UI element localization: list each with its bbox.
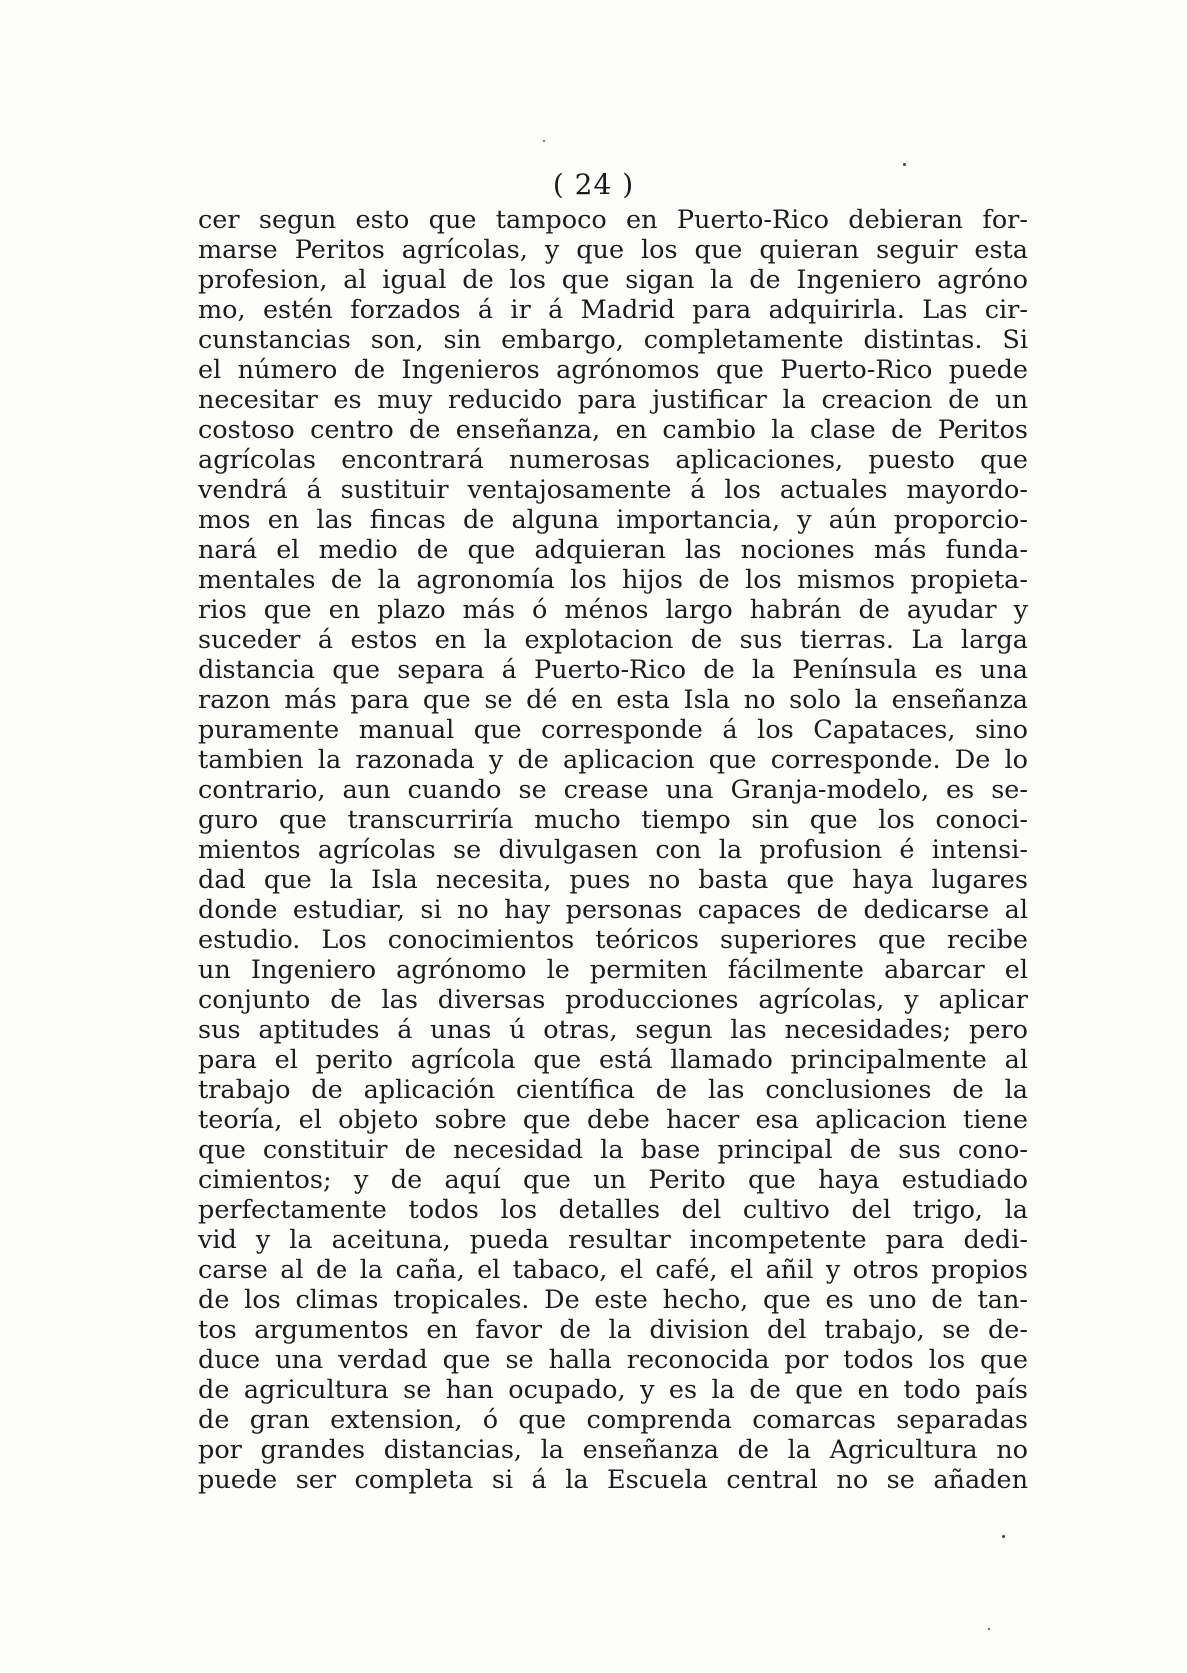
text-line: de gran extension, ó que comprenda comarcas separadas <box>198 1405 1028 1435</box>
text-line: que constituir de necesidad la base principal de sus cono- <box>198 1135 1028 1165</box>
text-line: dad que la Isla necesita, pues no basta que haya lugares <box>198 865 1028 895</box>
text-line: tos argumentos en favor de la division del trabajo, se de- <box>198 1315 1028 1345</box>
text-line: profesion, al igual de los que sigan la de Ingeniero agróno <box>198 265 1028 295</box>
text-line: cimientos; y de aquí que un Perito que haya estudiado <box>198 1165 1028 1195</box>
text-line: teoría, el objeto sobre que debe hacer esa aplicacion tiene <box>198 1105 1028 1135</box>
text-line: tambien la razonada y de aplicacion que corresponde. De lo <box>198 745 1028 775</box>
text-line: marse Peritos agrícolas, y que los que quieran seguir esta <box>198 235 1028 265</box>
text-line: necesitar es muy reducido para justificar la creacion de un <box>198 385 1028 415</box>
body-text <box>198 205 1028 1495</box>
text-line: donde estudiar, si no hay personas capaces de dedicarse al <box>198 895 1028 925</box>
text-line: mo, estén forzados á ir á Madrid para adquirirla. Las cir- <box>198 295 1028 325</box>
text-line: cunstancias son, sin embargo, completamente distintas. Si <box>198 325 1028 355</box>
text-line: de los climas tropicales. De este hecho, que es uno de tan- <box>198 1285 1028 1315</box>
text-line: mentales de la agronomía los hijos de los mismos propieta- <box>198 565 1028 595</box>
text-line: carse al de la caña, el tabaco, el café, el añil y otros propios <box>198 1255 1028 1285</box>
text-line: nará el medio de que adquieran las nociones más funda- <box>198 535 1028 565</box>
text-line: distancia que separa á Puerto-Rico de la Península es una <box>198 655 1028 685</box>
text-line: razon más para que se dé en esta Isla no solo la enseñanza <box>198 685 1028 715</box>
text-line: por grandes distancias, la enseñanza de la Agricultura no <box>198 1435 1028 1465</box>
text-line: puramente manual que corresponde á los Capataces, sino <box>198 715 1028 745</box>
paper-speck <box>1002 1535 1005 1538</box>
text-line: trabajo de aplicación científica de las conclusiones de la <box>198 1075 1028 1105</box>
paper-speck <box>903 163 906 166</box>
text-line: cer segun esto que tampoco en Puerto-Rico debieran for- <box>198 205 1028 235</box>
text-line: un Ingeniero agrónomo le permiten fácilmente abarcar el <box>198 955 1028 985</box>
text-line: para el perito agrícola que está llamado principalmente al <box>198 1045 1028 1075</box>
text-line: el número de Ingenieros agrónomos que Puerto-Rico puede <box>198 355 1028 385</box>
text-line: agrícolas encontrará numerosas aplicaciones, puesto que <box>198 445 1028 475</box>
text-line: mientos agrícolas se divulgasen con la profusion é intensi- <box>198 835 1028 865</box>
text-line: vendrá á sustituir ventajosamente á los actuales mayordo- <box>198 475 1028 505</box>
text-line: mos en las fincas de alguna importancia, y aún proporcio- <box>198 505 1028 535</box>
text-line: puede ser completa si á la Escuela central no se añaden <box>198 1465 1028 1495</box>
text-line: sus aptitudes á unas ú otras, segun las necesidades; pero <box>198 1015 1028 1045</box>
paper-speck <box>543 140 545 142</box>
text-line: perfectamente todos los detalles del cultivo del trigo, la <box>198 1195 1028 1225</box>
text-line: costoso centro de enseñanza, en cambio la clase de Peritos <box>198 415 1028 445</box>
text-line: vid y la aceituna, pueda resultar incompetente para dedi- <box>198 1225 1028 1255</box>
text-line: duce una verdad que se halla reconocida por todos los que <box>198 1345 1028 1375</box>
text-line: estudio. Los conocimientos teóricos superiores que recibe <box>198 925 1028 955</box>
text-line: rios que en plazo más ó ménos largo habrán de ayudar y <box>198 595 1028 625</box>
text-line: contrario, aun cuando se crease una Granja-modelo, es se- <box>198 775 1028 805</box>
text-line: suceder á estos en la explotacion de sus tierras. La larga <box>198 625 1028 655</box>
text-line: conjunto de las diversas producciones agrícolas, y aplicar <box>198 985 1028 1015</box>
text-line: guro que transcurriría mucho tiempo sin que los conoci- <box>198 805 1028 835</box>
paper-speck <box>988 1628 990 1630</box>
page-number: ( 24 ) <box>552 168 635 201</box>
text-line: de agricultura se han ocupado, y es la de que en todo país <box>198 1375 1028 1405</box>
